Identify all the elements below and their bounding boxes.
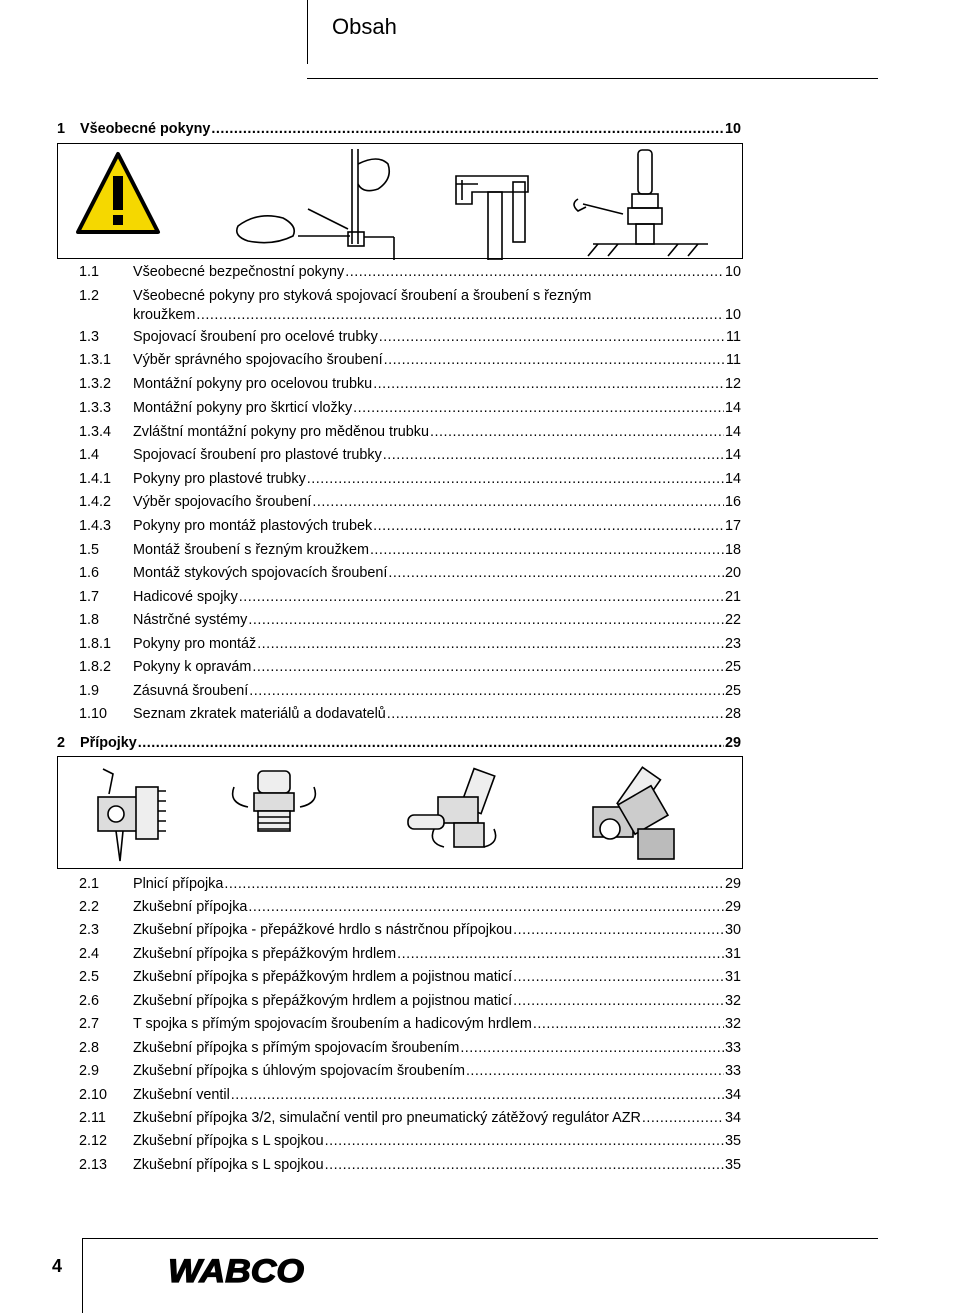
- toc-page: 35: [724, 1133, 741, 1149]
- toc-title: Montážní pokyny pro ocelovou trubku: [133, 376, 373, 392]
- toc-page: 11: [726, 329, 741, 345]
- toc-page: 32: [724, 993, 741, 1009]
- toc-page: 25: [724, 683, 741, 699]
- toc-entry[interactable]: [79, 288, 741, 304]
- toc-number: 2.12: [79, 1133, 108, 1149]
- toc-number: 1.9: [79, 683, 100, 699]
- toc-page: 10: [724, 121, 741, 137]
- toc-title: Výběr spojovacího šroubení: [133, 494, 312, 510]
- toc-page: 20: [724, 565, 741, 581]
- toc-number: 1.4.2: [79, 494, 112, 510]
- toc-number: 2.1: [79, 876, 100, 892]
- toc-number: 1.4.3: [79, 518, 112, 534]
- warning-sign-icon: [78, 154, 158, 232]
- tee-coupling-icon: [593, 767, 674, 859]
- toc-entry[interactable]: [79, 494, 741, 510]
- page-number: 4: [52, 1256, 63, 1276]
- toc-page: 34: [724, 1110, 741, 1126]
- toc-leader: [345, 264, 724, 280]
- toc-title: Nástrčné systémy: [133, 612, 248, 628]
- header-divider: [307, 0, 308, 64]
- toc-number: 1.5: [79, 542, 100, 558]
- toc-leader: [249, 683, 724, 699]
- toc-leader: [248, 899, 724, 915]
- toc-page: 29: [724, 899, 741, 915]
- toc-page: 14: [724, 424, 741, 440]
- toc-number: 1.8.2: [79, 659, 112, 675]
- toc-leader: [397, 946, 724, 962]
- toc-number: 2.2: [79, 899, 100, 915]
- toc-number: 1.7: [79, 589, 100, 605]
- toc-entry[interactable]: [79, 659, 741, 675]
- toc-page: 25: [724, 659, 741, 675]
- toc-page: 29: [724, 876, 741, 892]
- toc-page: 10: [724, 307, 741, 323]
- wabco-logo: [168, 1253, 308, 1294]
- toc-title: Zkušební přípojka: [133, 899, 248, 915]
- toc-chapter-1[interactable]: [57, 121, 741, 137]
- toc-entry[interactable]: [79, 376, 741, 392]
- toc-entry[interactable]: [79, 636, 741, 652]
- toc-page: 14: [724, 400, 741, 416]
- toc-leader: [513, 922, 724, 938]
- toc-entry[interactable]: [79, 993, 741, 1009]
- toc-title: Zásuvná šroubení: [133, 683, 249, 699]
- toc-title: Zkušební přípojka s úhlovým spojovacím šroubením: [133, 1063, 465, 1079]
- toc-page: 21: [724, 589, 741, 605]
- toc-page: 35: [724, 1157, 741, 1173]
- toc-number: 1.4.1: [79, 471, 112, 487]
- toc-entry[interactable]: [79, 969, 741, 985]
- toc-page: 14: [724, 447, 741, 463]
- toc-number: 2.9: [79, 1063, 100, 1079]
- toc-page: 12: [724, 376, 741, 392]
- toc-entry[interactable]: [79, 1087, 741, 1103]
- toc-page: 22: [724, 612, 741, 628]
- toc-leader: [312, 494, 724, 510]
- square-tool-icon: [456, 176, 528, 260]
- toc-leader: [513, 969, 724, 985]
- toc-page: 30: [724, 922, 741, 938]
- toc-chapter-2[interactable]: [57, 735, 741, 751]
- toc-leader: [325, 1133, 724, 1149]
- toc-number: 2.6: [79, 993, 100, 1009]
- toc-title: Zkušební přípojka s L spojkou: [133, 1133, 324, 1149]
- toc-leader: [460, 1040, 724, 1056]
- toc-leader: [388, 565, 724, 581]
- toc-page: 16: [724, 494, 741, 510]
- toc-leader: [138, 735, 724, 751]
- toc-entry[interactable]: [79, 876, 741, 892]
- toc-entry[interactable]: [79, 589, 741, 605]
- toc-entry[interactable]: [79, 706, 741, 722]
- toc-number: 1.1: [79, 264, 100, 280]
- test-connector-icon: [233, 771, 316, 831]
- toc-leader: [370, 542, 724, 558]
- toc-entry[interactable]: [79, 542, 741, 558]
- toc-title: Pokyny k opravám: [133, 659, 252, 675]
- toc-title: Zkušební přípojka s přímým spojovacím šroubením: [133, 1040, 460, 1056]
- toc-title: Zkušební přípojka s přepážkovým hrdlem: [133, 946, 397, 962]
- toc-title: Zkušební přípojka s přepážkovým hrdlem a pojistnou maticí: [133, 969, 513, 985]
- toc-leader: [533, 1016, 724, 1032]
- toc-number: 1.6: [79, 565, 100, 581]
- toc-entry[interactable]: [79, 1110, 741, 1126]
- toc-entry[interactable]: [79, 518, 741, 534]
- toc-leader: [252, 659, 724, 675]
- toc-page: 31: [724, 969, 741, 985]
- toc-number: 1.10: [79, 706, 108, 722]
- toc-leader: [248, 612, 724, 628]
- toc-number: 2.4: [79, 946, 100, 962]
- fitting-wrench-icon: [574, 150, 708, 256]
- toc-page: 10: [724, 264, 741, 280]
- svg-text:WABCO: WABCO: [168, 1253, 305, 1289]
- toc-entry[interactable]: [79, 1016, 741, 1032]
- connector-illustrations: [58, 757, 744, 870]
- toc-entry[interactable]: [79, 352, 741, 368]
- toc-entry[interactable]: [79, 471, 741, 487]
- toc-title: Pokyny pro montáž: [133, 636, 257, 652]
- toc-number: 1.8.1: [79, 636, 112, 652]
- toc-title: Zkušební přípojka s přepážkovým hrdlem a pojistnou maticí: [133, 993, 513, 1009]
- toc-leader: [239, 589, 724, 605]
- toc-chapter-title: Všeobecné pokyny: [80, 121, 211, 137]
- illustration-panel-1: [57, 143, 743, 259]
- toc-leader: [224, 876, 724, 892]
- toc-title: Zvláštní montážní pokyny pro měděnou trubku: [133, 424, 429, 440]
- toc-number: 2.3: [79, 922, 100, 938]
- wrench-assembly-icon: [237, 149, 394, 260]
- toc-entry[interactable]: [79, 612, 741, 628]
- toc-entry[interactable]: [79, 1063, 741, 1079]
- toc-leader: [325, 1157, 724, 1173]
- toc-page: 18: [724, 542, 741, 558]
- toc-leader: [642, 1110, 724, 1126]
- toc-title: Zkušební přípojka - přepážkové hrdlo s nástrčnou přípojkou: [133, 922, 513, 938]
- toc-leader: [466, 1063, 724, 1079]
- toc-title: Všeobecné bezpečnostní pokyny: [133, 264, 345, 280]
- toc-leader: [307, 471, 724, 487]
- toc-title: Montáž stykových spojovacích šroubení: [133, 565, 388, 581]
- toc-page: 28: [724, 706, 741, 722]
- toc-entry[interactable]: [79, 565, 741, 581]
- toc-page: 33: [724, 1063, 741, 1079]
- general-instructions-illustrations: [58, 144, 744, 260]
- toc-leader: [353, 400, 724, 416]
- toc-page: 14: [724, 471, 741, 487]
- toc-title: Montážní pokyny pro škrticí vložky: [133, 400, 353, 416]
- header-rule: [307, 78, 878, 79]
- toc-number: 1.2: [79, 288, 100, 304]
- toc-chapter-number: 2: [57, 735, 66, 751]
- toc-leader: [379, 329, 725, 345]
- toc-title: Výběr správného spojovacího šroubení: [133, 352, 383, 368]
- toc-leader: [257, 636, 724, 652]
- toc-entry[interactable]: [79, 264, 741, 280]
- toc-leader: [383, 447, 724, 463]
- toc-number: 1.3: [79, 329, 100, 345]
- toc-chapter-number: 1: [57, 121, 66, 137]
- toc-number: 1.3.1: [79, 352, 112, 368]
- toc-page: 32: [724, 1016, 741, 1032]
- toc-title: Všeobecné pokyny pro styková spojovací šroubení a šroubení s řezným: [133, 288, 592, 304]
- toc-number: 1.4: [79, 447, 100, 463]
- toc-number: 2.8: [79, 1040, 100, 1056]
- toc-entry[interactable]: [79, 946, 741, 962]
- toc-entry-continuation[interactable]: [133, 307, 741, 323]
- wabco-logo-icon: [168, 1253, 308, 1289]
- toc-leader: [373, 518, 724, 534]
- toc-page: 31: [724, 946, 741, 962]
- footer-divider: [82, 1238, 83, 1313]
- toc-leader: [373, 376, 724, 392]
- toc-title: Plnicí přípojka: [133, 876, 224, 892]
- toc-page: 11: [726, 352, 741, 368]
- toc-entry[interactable]: [79, 1040, 741, 1056]
- toc-entry[interactable]: [79, 400, 741, 416]
- toc-number: 2.11: [79, 1110, 106, 1126]
- toc-title: Hadicové spojky: [133, 589, 238, 605]
- toc-number: 2.7: [79, 1016, 100, 1032]
- toc-page: 23: [724, 636, 741, 652]
- toc-title: Pokyny pro montáž plastových trubek: [133, 518, 373, 534]
- toc-number: 1.3.4: [79, 424, 112, 440]
- illustration-panel-2: [57, 756, 743, 869]
- toc-number: 1.3.2: [79, 376, 112, 392]
- toc-number: 1.8: [79, 612, 100, 628]
- toc-page: 29: [724, 735, 741, 751]
- toc-number: 2.5: [79, 969, 100, 985]
- bulkhead-push-connector-icon: [408, 769, 496, 847]
- toc-leader: [513, 993, 724, 1009]
- toc-entry[interactable]: [79, 922, 741, 938]
- toc-entry[interactable]: [79, 1133, 741, 1149]
- toc-chapter-title: Přípojky: [80, 735, 137, 751]
- toc-leader: [430, 424, 724, 440]
- footer-rule: [82, 1238, 878, 1239]
- toc-title: Montáž šroubení s řezným kroužkem: [133, 542, 369, 558]
- toc-page: 34: [724, 1087, 741, 1103]
- toc-entry[interactable]: [79, 899, 741, 915]
- toc-leader: [231, 1087, 724, 1103]
- toc-title: Zkušební ventil: [133, 1087, 230, 1103]
- toc-entry[interactable]: [79, 447, 741, 463]
- toc-entry[interactable]: [79, 329, 741, 345]
- page-title: Obsah: [332, 14, 397, 39]
- toc-page: 33: [724, 1040, 741, 1056]
- filling-connector-icon: [98, 769, 166, 861]
- toc-title: Spojovací šroubení pro ocelové trubky: [133, 329, 378, 345]
- toc-entry[interactable]: [79, 424, 741, 440]
- toc-leader: [387, 706, 724, 722]
- toc-title: Zkušební přípojka s L spojkou: [133, 1157, 324, 1173]
- toc-title: T spojka s přímým spojovacím šroubením a hadicovým hrdlem: [133, 1016, 532, 1032]
- toc-leader: [384, 352, 725, 368]
- toc-number: 2.13: [79, 1157, 108, 1173]
- toc-number: 2.10: [79, 1087, 108, 1103]
- toc-title: Zkušební přípojka 3/2, simulační ventil pro pneumatický zátěžový regulátor AZR: [133, 1110, 641, 1126]
- toc-title: kroužkem: [133, 307, 196, 323]
- toc-number: 1.3.3: [79, 400, 112, 416]
- toc-entry[interactable]: [79, 683, 741, 699]
- toc-entry[interactable]: [79, 1157, 741, 1173]
- toc-leader: [211, 121, 724, 137]
- toc-page: 17: [724, 518, 741, 534]
- toc-title: Spojovací šroubení pro plastové trubky: [133, 447, 382, 463]
- toc-title: Seznam zkratek materiálů a dodavatelů: [133, 706, 386, 722]
- toc-leader: [196, 307, 724, 323]
- toc-title: Pokyny pro plastové trubky: [133, 471, 306, 487]
